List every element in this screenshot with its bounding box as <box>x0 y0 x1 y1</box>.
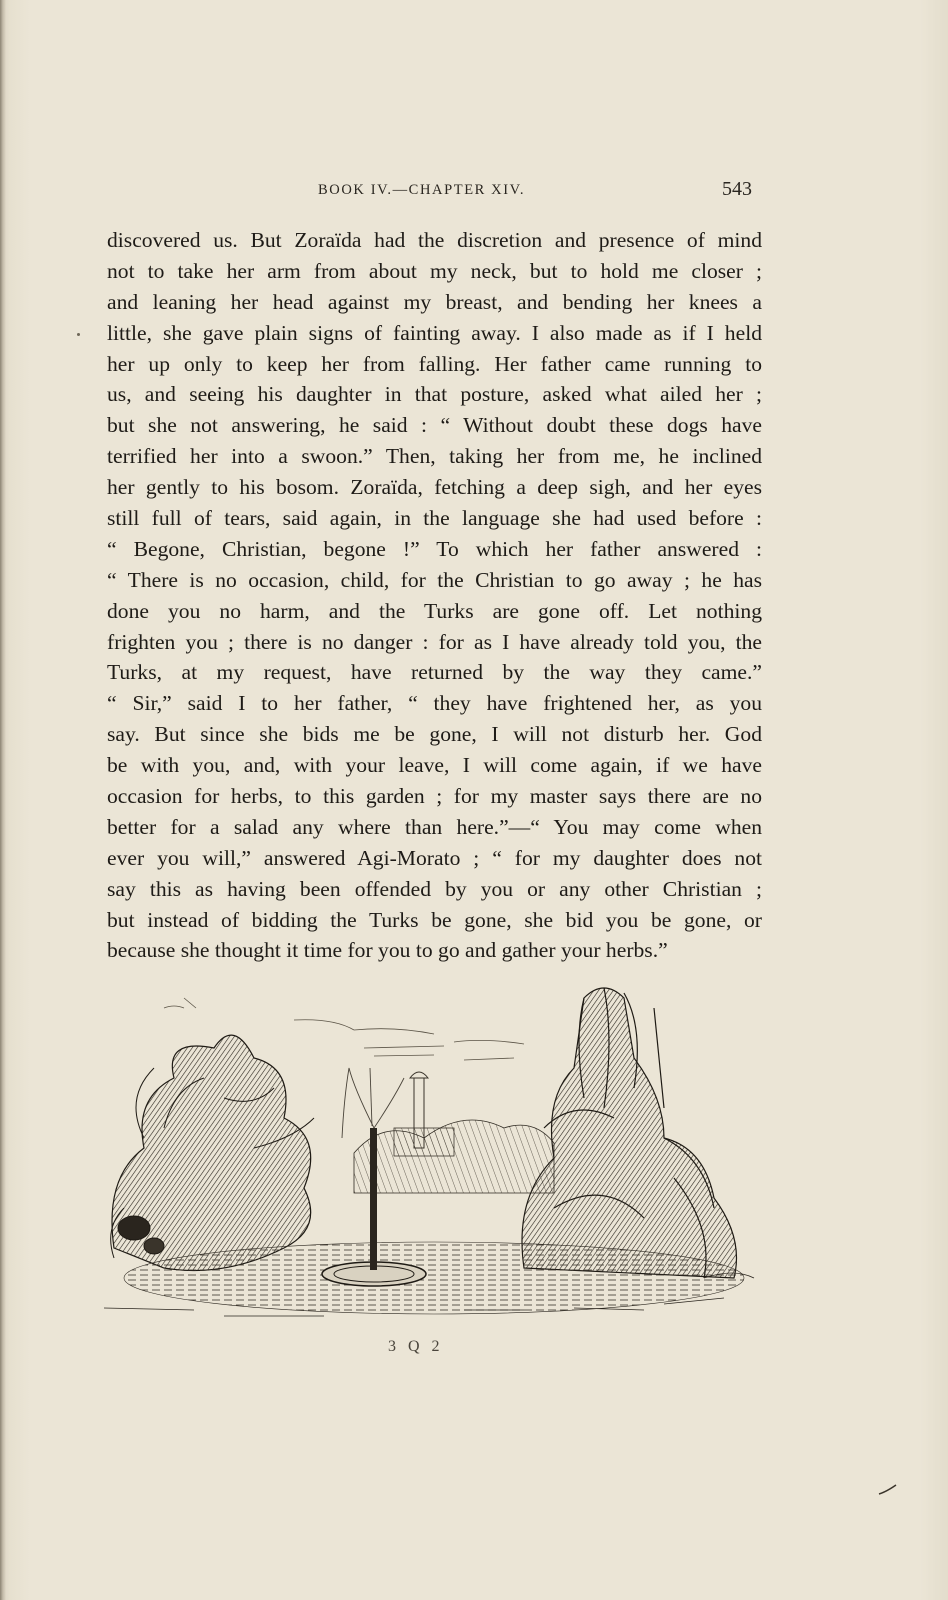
text-line: little, she gave plain signs of fainting away. I also made as if I held <box>107 320 762 345</box>
text-line: and leaning her head against my breast, and bending her knees a <box>107 289 762 314</box>
running-title: BOOK IV.—CHAPTER XIV. <box>318 182 526 198</box>
text-line: us, and seeing his daughter in that posture, asked what ailed her ; <box>107 382 762 407</box>
text-line: occasion for herbs, to this garden ; for my master says there are no <box>107 784 762 809</box>
text-line: say this as having been offended by you or any other Christian ; <box>107 876 762 901</box>
text-line: better for a salad any where than here.”—“ You may come when <box>107 814 762 839</box>
text-line: terrified her into a swoon.” Then, taking her from me, he inclined <box>107 444 762 469</box>
fountain-jet <box>342 1068 404 1138</box>
page-number: 543 <box>722 178 752 200</box>
pond <box>124 1242 744 1314</box>
margin-speck <box>77 333 80 336</box>
fountain-pipe <box>370 1128 377 1270</box>
text-line: but she not answering, he said : “ Without doubt these dogs have <box>107 413 762 438</box>
right-foliage <box>522 988 737 1278</box>
text-line: still full of tears, said again, in the language she had used before : <box>107 506 762 531</box>
text-line: “ Begone, Christian, begone !” To which her father answered : <box>107 536 762 561</box>
text-line: be with you, and, with your leave, I will come again, if we have <box>107 753 762 778</box>
text-line: her up only to keep her from falling. Her father came running to <box>107 351 762 376</box>
text-line: frighten you ; there is no danger : for as I have already told you, the <box>107 629 762 654</box>
mid-foliage <box>354 1120 554 1193</box>
body-text <box>107 225 762 966</box>
text-line: “ Sir,” said I to her father, “ they have frightened her, as you <box>107 691 762 716</box>
text-line: done you no harm, and the Turks are gone off. Let nothing <box>107 598 762 623</box>
binding-shadow <box>0 0 6 1600</box>
text-line: not to take her arm from about my neck, but to hold me closer ; <box>107 258 762 283</box>
text-line: because she thought it time for you to go and gather your herbs.” <box>107 938 668 963</box>
text-line: Turks, at my request, have returned by the way they came.” <box>107 660 762 685</box>
text-line: but instead of bidding the Turks be gone, she bid you be gone, or <box>107 907 762 932</box>
text-line: say. But since she bids me be gone, I will not disturb her. God <box>107 722 762 747</box>
text-line: ever you will,” answered Agi-Morato ; “ for my daughter does not <box>107 845 762 870</box>
signature-mark: 3 Q 2 <box>388 1338 444 1355</box>
text-line: discovered us. But Zoraïda had the discretion and presence of mind <box>107 228 762 252</box>
garden-fountain-engraving <box>104 978 758 1338</box>
text-line: “ There is no occasion, child, for the Christian to go away ; he has <box>107 567 762 592</box>
running-head <box>0 180 948 208</box>
text-line: her gently to his bosom. Zoraïda, fetching a deep sigh, and her eyes <box>107 475 762 500</box>
pencil-tick-mark <box>878 1484 898 1496</box>
